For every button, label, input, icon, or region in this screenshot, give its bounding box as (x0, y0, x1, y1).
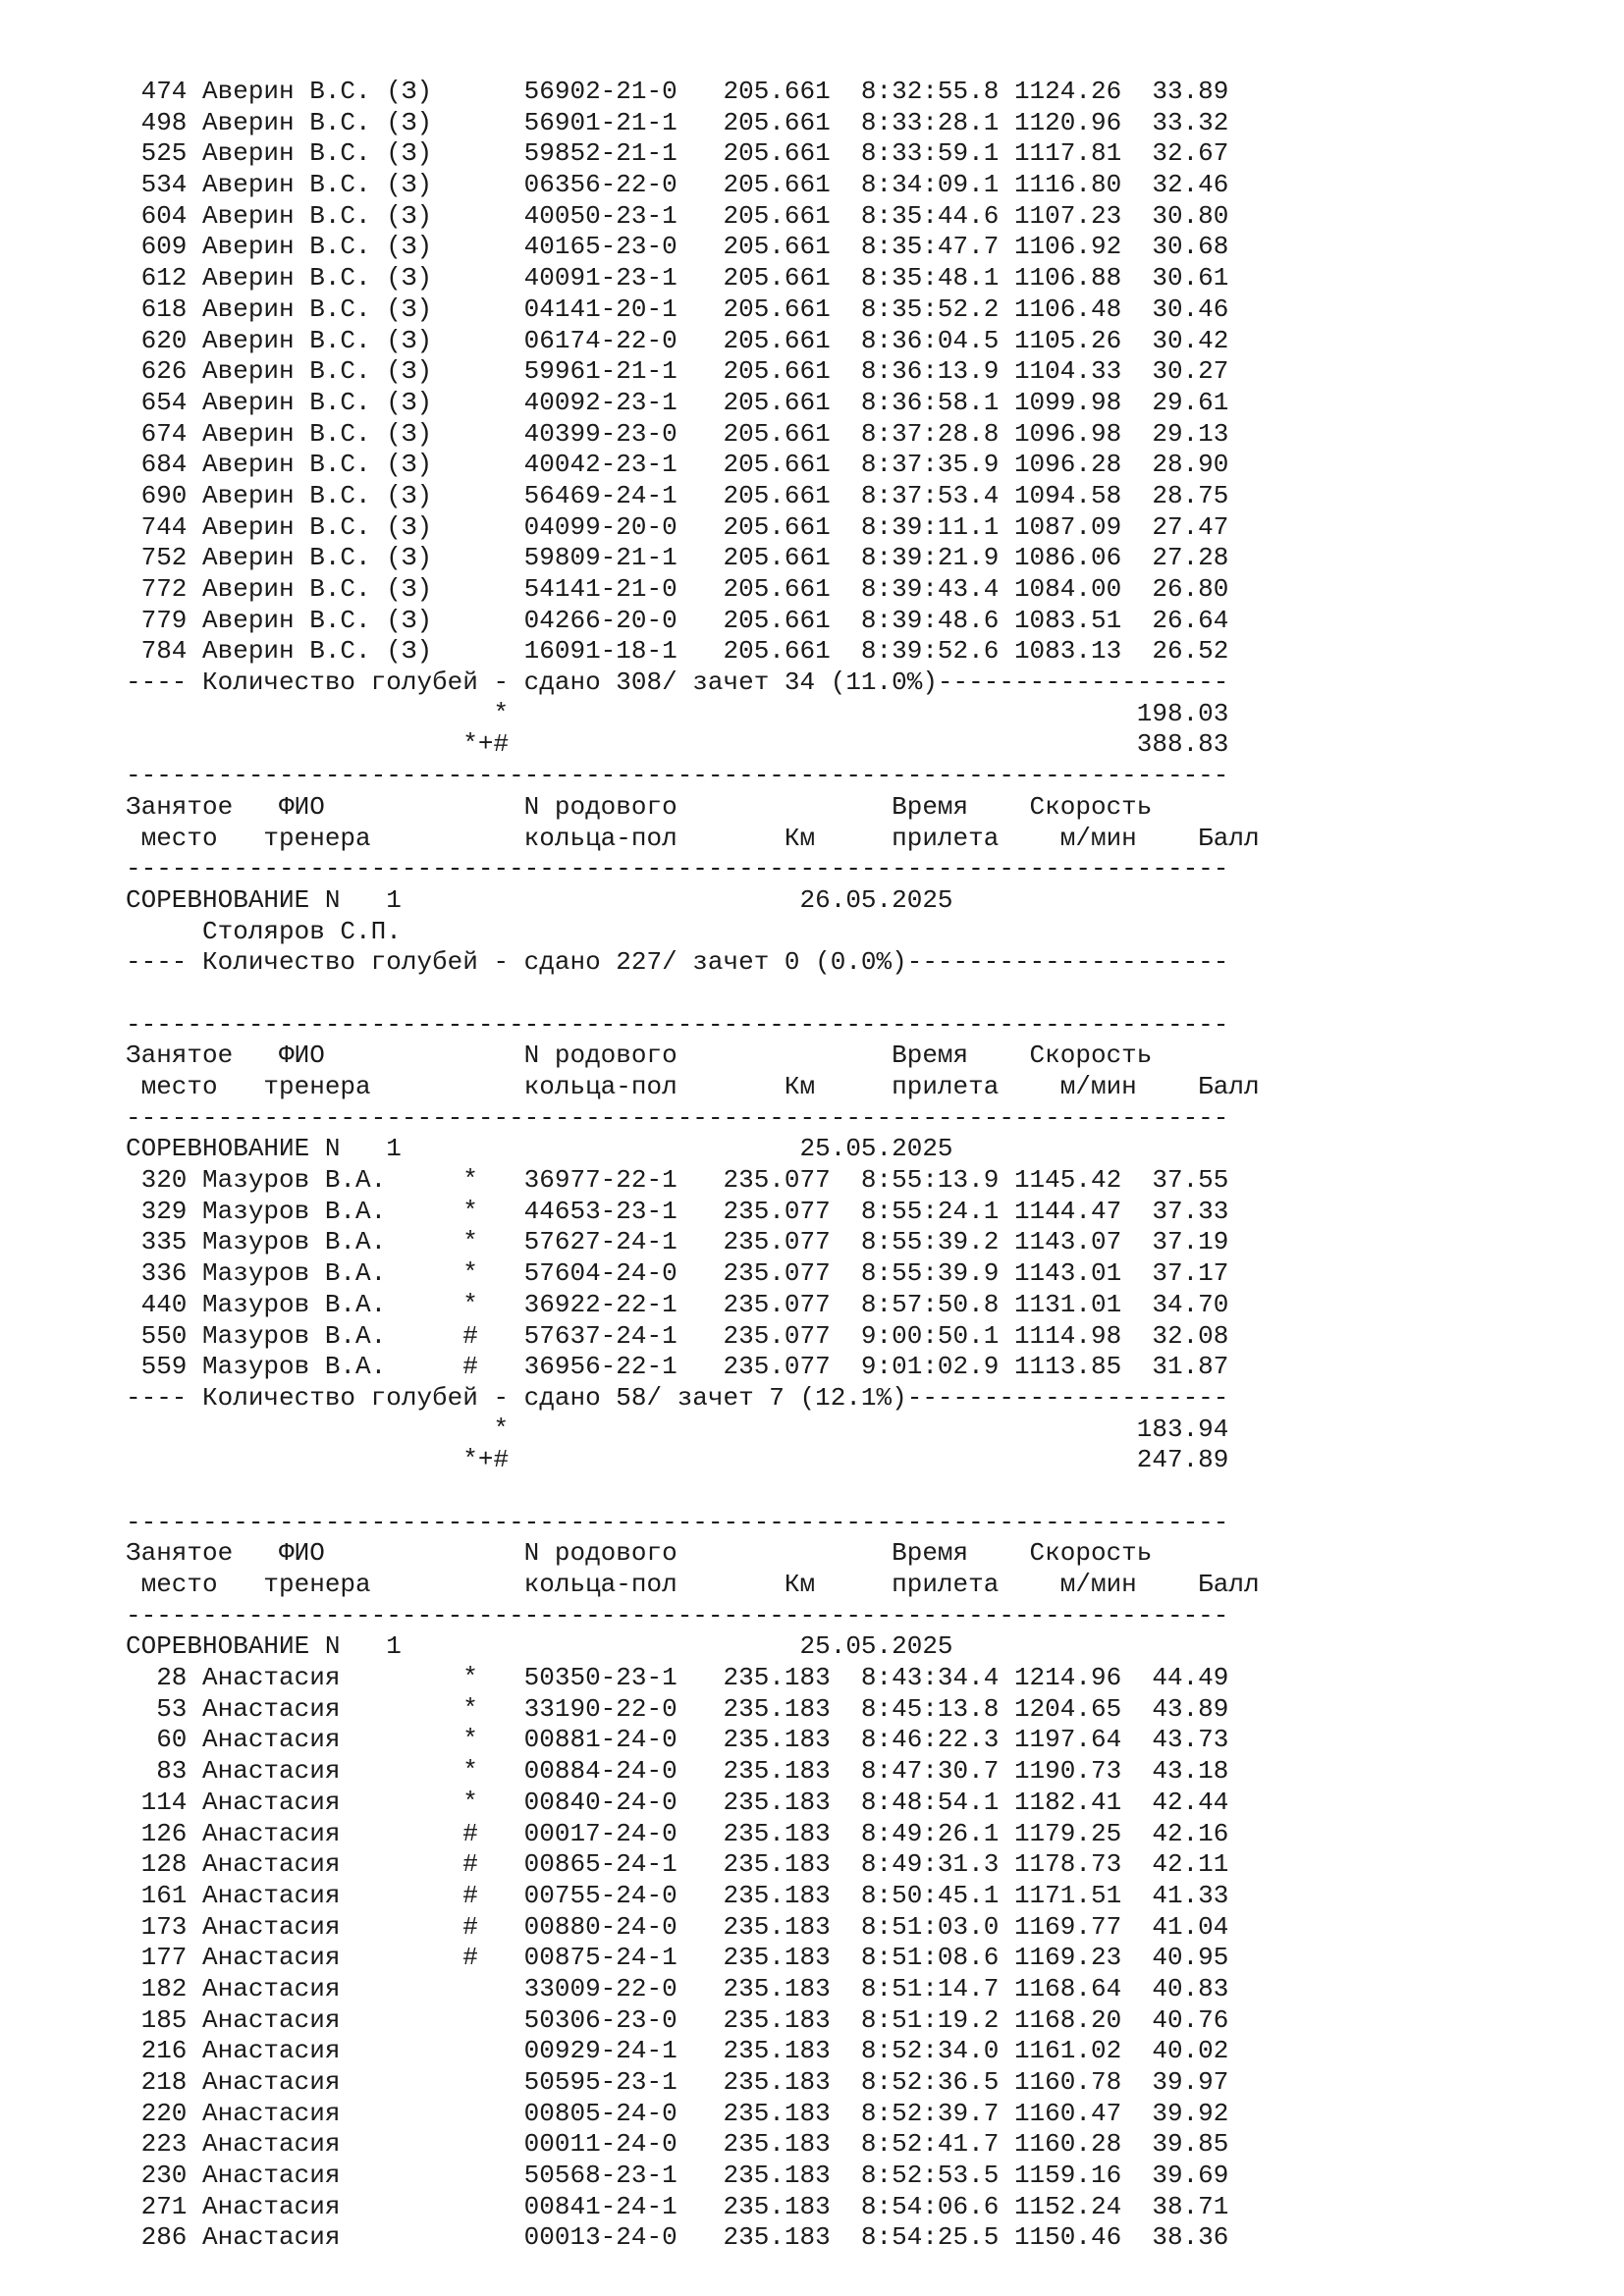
report-line: 744 Аверин В.С. (З) 04099-20-0 205.661 8:39:11.1 1087.09 27.47 (126, 511, 1229, 542)
report-line: 230 Анастасия 50568-23-1 235.183 8:52:53.5 1159.16 39.69 (126, 2161, 1229, 2191)
report-line: 684 Аверин В.С. (З) 40042-23-1 205.661 8:37:35.9 1096.28 28.90 (126, 450, 1229, 480)
report-line: Столяров С.П. (126, 916, 402, 946)
report-line: 674 Аверин В.С. (З) 40399-23-0 205.661 8:37:28.8 1096.98 29.13 (126, 418, 1229, 449)
report-line: 161 Анастасия # 00755-24-0 235.183 8:50:45.1 1171.51 41.33 (126, 1880, 1229, 1910)
report-line: 182 Анастасия 33009-22-0 235.183 8:51:14.7 1168.64 40.83 (126, 1973, 1229, 2003)
report-line: * 183.94 (126, 1414, 1229, 1444)
report-line: 220 Анастасия 00805-24-0 235.183 8:52:39.7 1160.47 39.92 (126, 2098, 1229, 2128)
report-line: 336 Мазуров В.А. * 57604-24-0 235.077 8:55:39.9 1143.01 37.17 (126, 1258, 1229, 1289)
report-line (126, 1476, 1520, 1508)
report-line: ------------------------------------------------------------------------ (126, 1009, 1229, 1040)
report-line: 620 Аверин В.С. (З) 06174-22-0 205.661 8:36:04.5 1105.26 30.42 (126, 325, 1229, 355)
report-line: 83 Анастасия * 00884-24-0 235.183 8:47:30.7 1190.73 43.18 (126, 1756, 1229, 1787)
report-line: ---- Количество голубей - сдано 308/ зачет 34 (11.0%)------------------- (126, 667, 1229, 698)
report-line: место тренера кольца-пол Км прилета м/мин Балл (126, 1072, 1260, 1101)
report-line: 53 Анастасия * 33190-22-0 235.183 8:45:13.8 1204.65 43.89 (126, 1693, 1229, 1724)
report-line: 498 Аверин В.С. (З) 56901-21-1 205.661 8:33:28.1 1120.96 33.32 (126, 107, 1229, 137)
report-line: ------------------------------------------------------------------------ (126, 1102, 1229, 1133)
report-line: 216 Анастасия 00929-24-1 235.183 8:52:34.0 1161.02 40.02 (126, 2036, 1229, 2066)
report-line: СОРЕВНОВАНИЕ N 1 25.05.2025 (126, 1134, 953, 1164)
report-line: 474 Аверин В.С. (З) 56902-21-0 205.661 8:32:55.8 1124.26 33.89 (126, 77, 1229, 106)
report-line: 286 Анастасия 00013-24-0 235.183 8:54:25.5 1150.46 38.36 (126, 2222, 1229, 2253)
report-line: СОРЕВНОВАНИЕ N 1 25.05.2025 (126, 1631, 953, 1662)
report-line: 559 Мазуров В.А. # 36956-22-1 235.077 9:01:02.9 1113.85 31.87 (126, 1352, 1229, 1382)
report-line: 28 Анастасия * 50350-23-1 235.183 8:43:34.4 1214.96 44.49 (126, 1663, 1229, 1693)
report-line: 654 Аверин В.С. (З) 40092-23-1 205.661 8:36:58.1 1099.98 29.61 (126, 387, 1229, 417)
report-line: ------------------------------------------------------------------------ (126, 1600, 1229, 1630)
report-line: 550 Мазуров В.А. # 57637-24-1 235.077 9:00:50.1 1114.98 32.08 (126, 1320, 1229, 1351)
report-line: 440 Мазуров В.А. * 36922-22-1 235.077 8:57:50.8 1131.01 34.70 (126, 1289, 1229, 1319)
report-line: *+# 388.83 (126, 729, 1229, 760)
report-line: 335 Мазуров В.А. * 57627-24-1 235.077 8:55:39.2 1143.07 37.19 (126, 1227, 1229, 1257)
report-line: 185 Анастасия 50306-23-0 235.183 8:51:19.2 1168.20 40.76 (126, 2004, 1229, 2035)
report-line: 690 Аверин В.С. (З) 56469-24-1 205.661 8:37:53.4 1094.58 28.75 (126, 480, 1229, 510)
report-line: Занятое ФИО N родового Время Скорость (126, 791, 1153, 822)
report-line: 604 Аверин В.С. (З) 40050-23-1 205.661 8:35:44.6 1107.23 30.80 (126, 200, 1229, 231)
report-line: 779 Аверин В.С. (З) 04266-20-0 205.661 8:39:48.6 1083.51 26.64 (126, 605, 1229, 635)
report-line: 177 Анастасия # 00875-24-1 235.183 8:51:08.6 1169.23 40.95 (126, 1943, 1229, 1973)
report-line: 329 Мазуров В.А. * 44653-23-1 235.077 8:55:24.1 1144.47 37.33 (126, 1196, 1229, 1226)
report-line: 525 Аверин В.С. (З) 59852-21-1 205.661 8:33:59.1 1117.81 32.67 (126, 138, 1229, 169)
report-line: 223 Анастасия 00011-24-0 235.183 8:52:41.7 1160.28 39.85 (126, 2129, 1229, 2160)
report-line: 772 Аверин В.С. (З) 54141-21-0 205.661 8:39:43.4 1084.00 26.80 (126, 574, 1229, 604)
report-line: 114 Анастасия * 00840-24-0 235.183 8:48:54.1 1182.41 42.44 (126, 1787, 1229, 1817)
report-line: 173 Анастасия # 00880-24-0 235.183 8:51:03.0 1169.77 41.04 (126, 1911, 1229, 1942)
report-line: 612 Аверин В.С. (З) 40091-23-1 205.661 8:35:48.1 1106.88 30.61 (126, 263, 1229, 294)
report-line: место тренера кольца-пол Км прилета м/мин Балл (126, 823, 1260, 853)
report-line: 126 Анастасия # 00017-24-0 235.183 8:49:26.1 1179.25 42.16 (126, 1818, 1229, 1848)
report-line: место тренера кольца-пол Км прилета м/мин Балл (126, 1570, 1260, 1599)
report-line: ---- Количество голубей - сдано 227/ зачет 0 (0.0%)--------------------- (126, 947, 1229, 978)
report-line: 618 Аверин В.С. (З) 04141-20-1 205.661 8:35:52.2 1106.48 30.46 (126, 294, 1229, 324)
report-line: 534 Аверин В.С. (З) 06356-22-0 205.661 8:34:09.1 1116.80 32.46 (126, 170, 1229, 200)
report-line: СОРЕВНОВАНИЕ N 1 26.05.2025 (126, 884, 953, 915)
report-line: ------------------------------------------------------------------------ (126, 854, 1229, 884)
report-line: 271 Анастасия 00841-24-1 235.183 8:54:06.6 1152.24 38.71 (126, 2191, 1229, 2221)
report-line: 218 Анастасия 50595-23-1 235.183 8:52:36.5 1160.78 39.97 (126, 2067, 1229, 2097)
report-line: ---- Количество голубей - сдано 58/ зачет 7 (12.1%)--------------------- (126, 1382, 1229, 1413)
report-line (126, 979, 1520, 1010)
report-line: *+# 247.89 (126, 1445, 1229, 1475)
report-line: ------------------------------------------------------------------------ (126, 1507, 1229, 1537)
report-line: 60 Анастасия * 00881-24-0 235.183 8:46:22.3 1197.64 43.73 (126, 1725, 1229, 1755)
report-line: 784 Аверин В.С. (З) 16091-18-1 205.661 8:39:52.6 1083.13 26.52 (126, 636, 1229, 667)
report-line: 609 Аверин В.С. (З) 40165-23-0 205.661 8:35:47.7 1106.92 30.68 (126, 232, 1229, 262)
report-line: ------------------------------------------------------------------------ (126, 761, 1229, 791)
report-line: 626 Аверин В.С. (З) 59961-21-1 205.661 8:36:13.9 1104.33 30.27 (126, 356, 1229, 387)
report-line: Занятое ФИО N родового Время Скорость (126, 1538, 1153, 1569)
report-line: Занятое ФИО N родового Время Скорость (126, 1041, 1153, 1071)
report-line: 128 Анастасия # 00865-24-1 235.183 8:49:31.3 1178.73 42.11 (126, 1849, 1229, 1880)
report-line: 752 Аверин В.С. (З) 59809-21-1 205.661 8:39:21.9 1086.06 27.28 (126, 543, 1229, 573)
report-line: * 198.03 (126, 698, 1229, 728)
report-page (126, 77, 1520, 2254)
report-line: 320 Мазуров В.А. * 36977-22-1 235.077 8:55:13.9 1145.42 37.55 (126, 1165, 1229, 1196)
